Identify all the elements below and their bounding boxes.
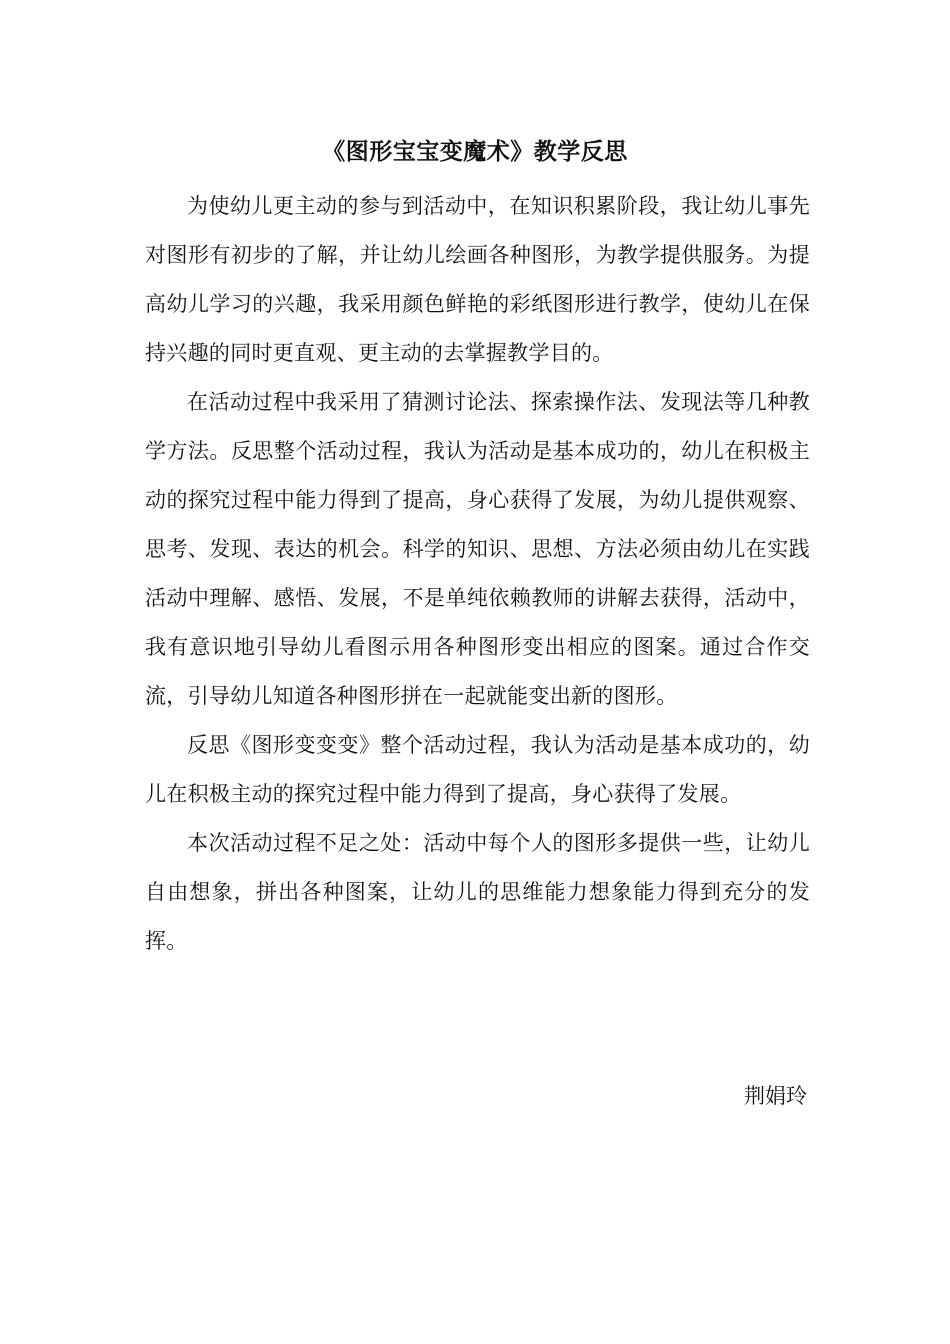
document-title: 《图形宝宝变魔术》教学反思: [322, 138, 628, 165]
paragraph-methods: 在活动过程中我采用了猜测讨论法、探索操作法、发现法等几种教学方法。反思整个活动过程，我认为活动是基本成功的，幼儿在积极主动的探究过程中能力得到了提高，身心获得了发展，为幼儿提供观察、思考、发现、表达的机会。科学的知识、思想、方法必须由幼儿在实践活动中理解、感悟、发展，不是单纯依赖教师的讲解去获得，活动中，我有意识地引导幼儿看图示用各种图形变出相应的图案。通过合作交流，引导幼儿知道各种图形拼在一起就能变出新的图形。: [145, 390, 810, 708]
paragraph-shortcomings: 本次活动过程不足之处：活动中每个人的图形多提供一些，让幼儿自由想象，拼出各种图案，让幼儿的思维能力想象能力得到充分的发挥。: [145, 831, 810, 953]
document-body: [145, 182, 810, 966]
author-signature: 荆娟玲: [744, 1084, 807, 1108]
paragraph-preparation: 为使幼儿更主动的参与到活动中，在知识积累阶段，我让幼儿事先对图形有初步的了解，并让幼儿绘画各种图形，为教学提供服务。为提高幼儿学习的兴趣，我采用颜色鲜艳的彩纸图形进行教学，使幼儿在保持兴趣的同时更直观、更主动的去掌握教学目的。: [145, 194, 810, 365]
paragraph-reflection: 反思《图形变变变》整个活动过程，我认为活动是基本成功的，幼儿在积极主动的探究过程中能力得到了提高，身心获得了发展。: [145, 733, 810, 806]
